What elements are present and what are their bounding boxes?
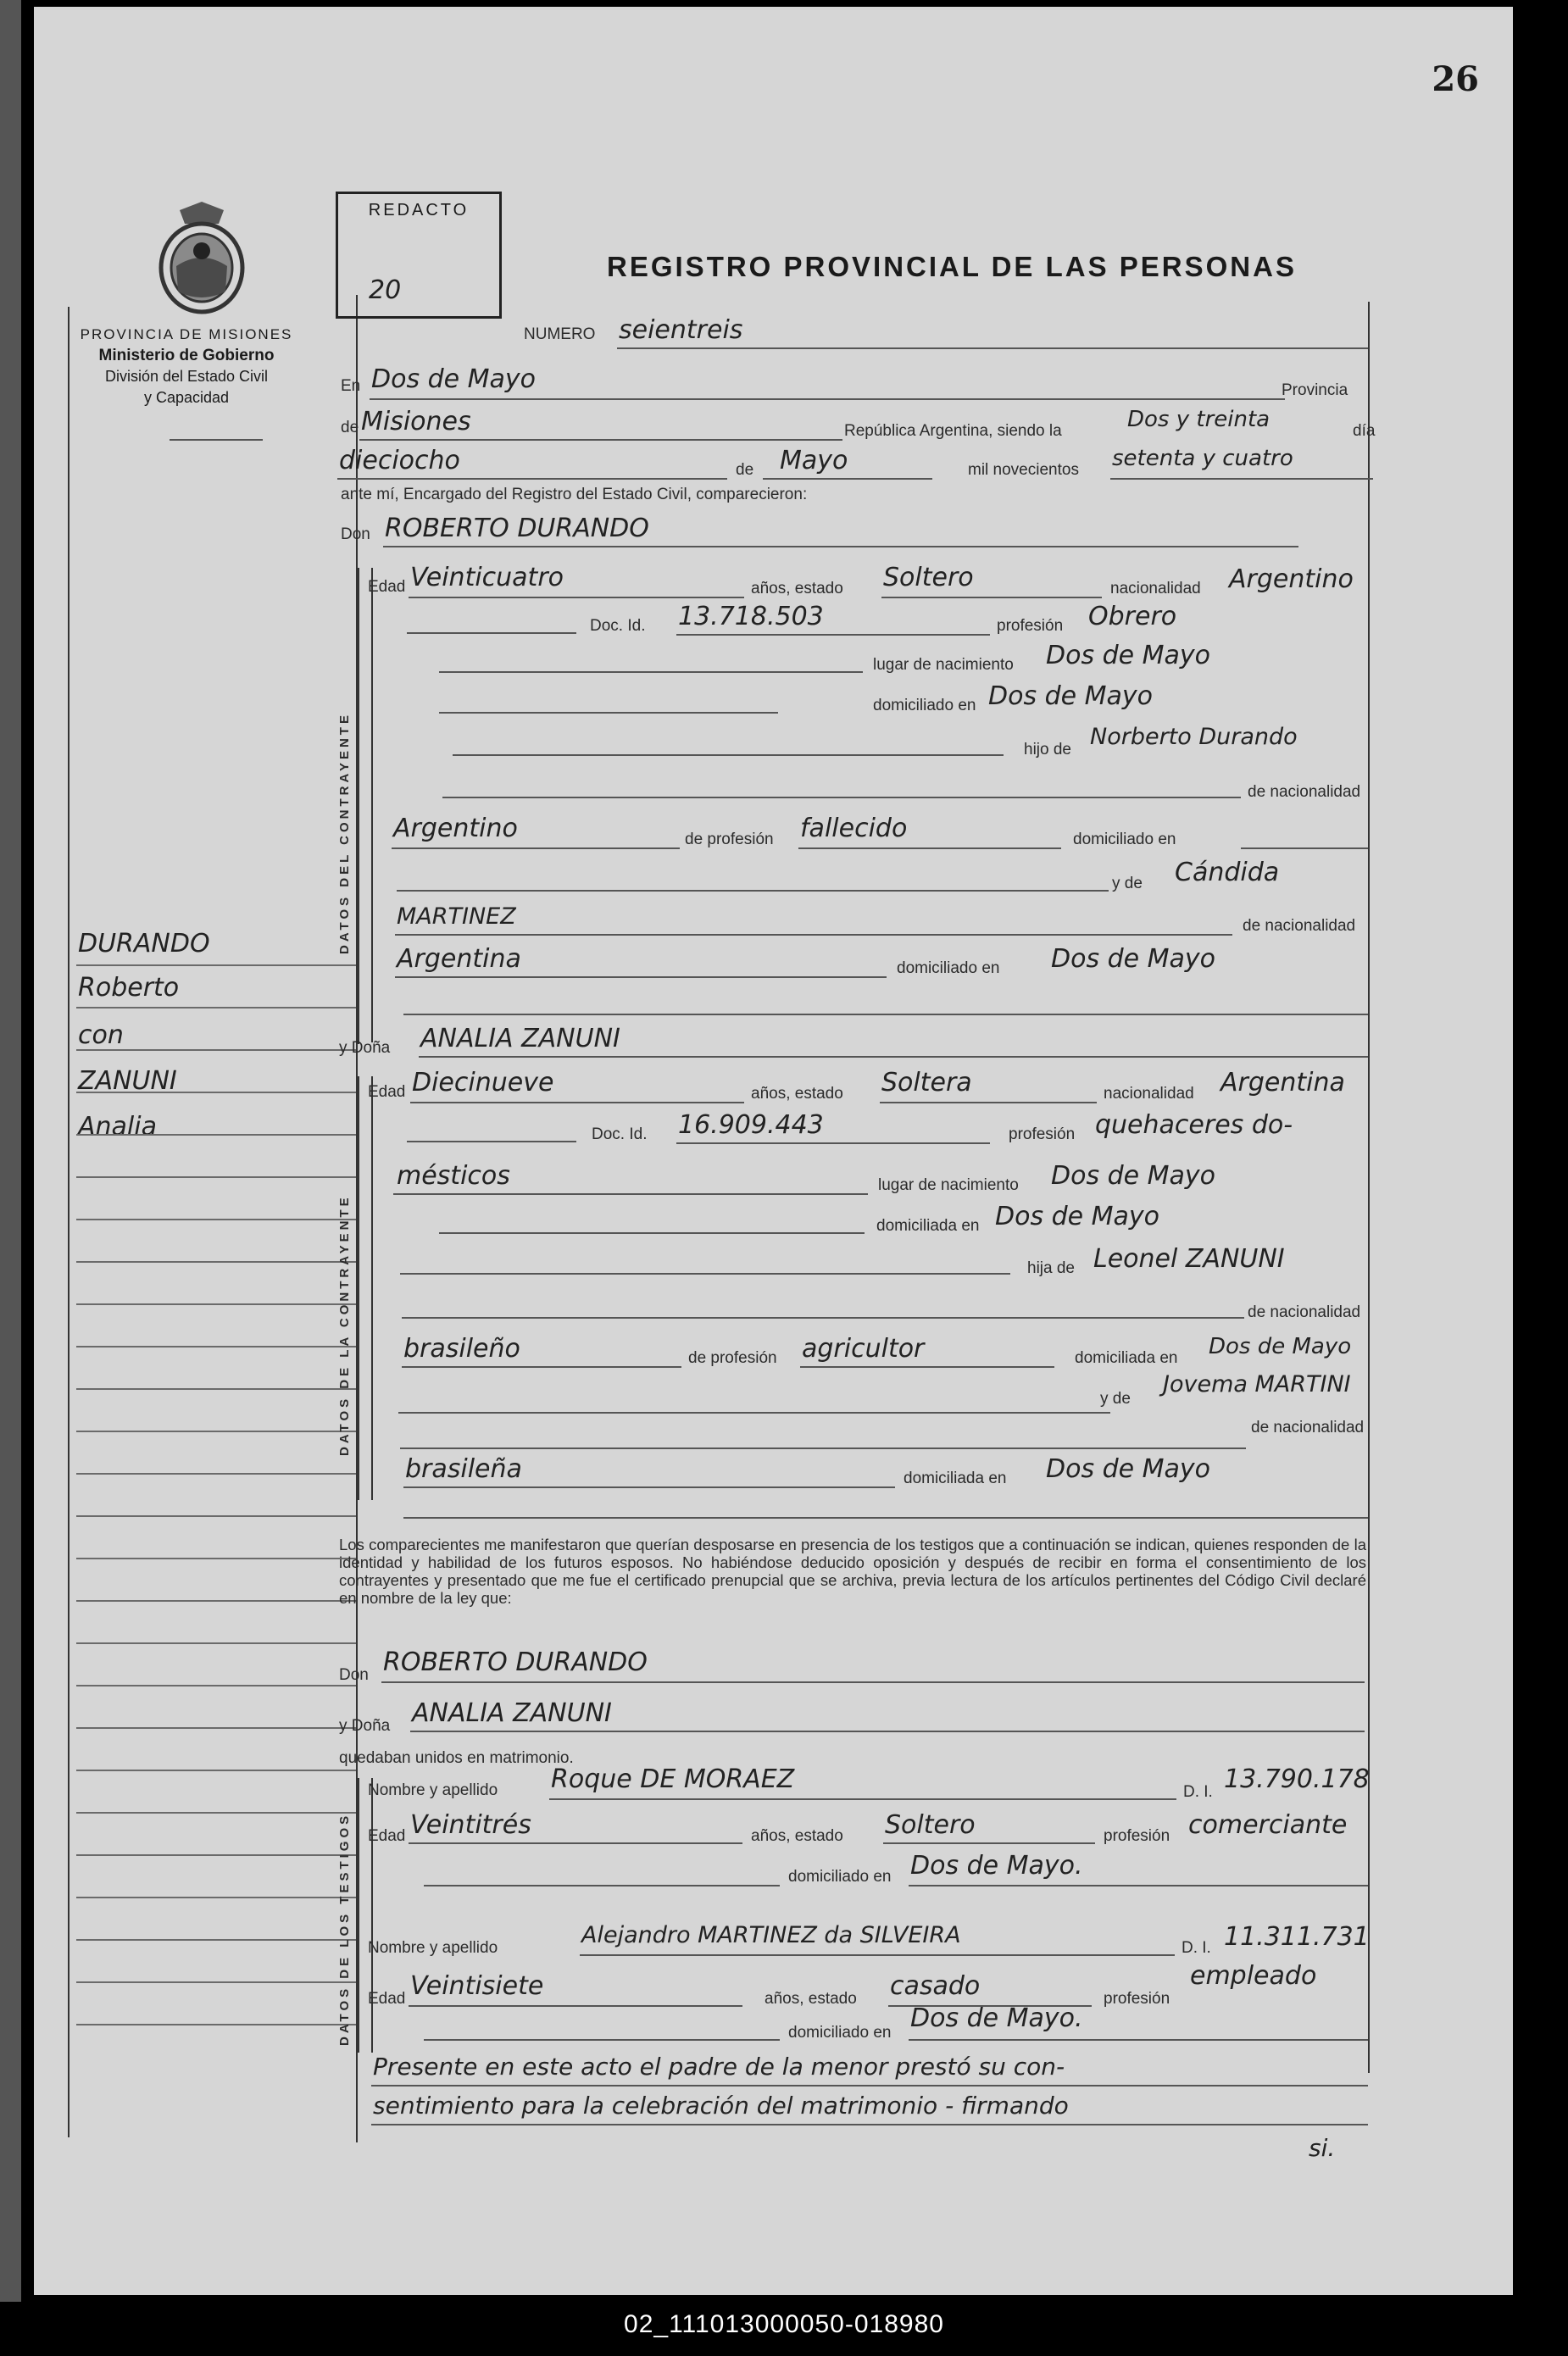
siendo-value: Dos y treinta [1127,407,1271,432]
t1-profesion-value: comerciante [1188,1810,1348,1840]
t1-di-value: 13.790.178 [1224,1764,1370,1794]
f-domiciliada-label: domiciliada en [876,1217,980,1235]
margin-ruled-line [76,1473,356,1475]
margin-name-3: con [78,1020,124,1050]
estado-value: Soltero [883,563,974,592]
mes-label: de [736,461,754,479]
page-number: 26 [1432,59,1479,99]
numero-value: seientreis [619,315,743,345]
t2-di-label: D. I. [1182,1939,1211,1957]
province-label: PROVINCIA DE MISIONES [80,326,293,342]
de-label: de [341,419,359,436]
note-line-1: Presente en este acto el padre de la menor prestó su con- [373,2053,1065,2081]
en-label: En [341,377,361,395]
margin-name-1: DURANDO [78,929,210,959]
mes-value: Mayo [780,446,848,475]
redacto-label: REDACTO [368,201,470,219]
t1-di-label: D. I. [1183,1783,1213,1801]
document-page [34,7,1513,2295]
union-don-label: Don [339,1666,369,1684]
f-domiciliada-value: Dos de Mayo [995,1202,1160,1231]
t1-estado-value: Soltero [885,1810,976,1840]
madre-value: Cándida [1175,858,1280,887]
note-line-3: si. [1309,2134,1336,2162]
margin-ruled-line [76,1261,356,1263]
f-madre-value: Jovema MARTINI [1163,1371,1351,1397]
nacionalidad-label: nacionalidad [1110,580,1201,597]
margin-ruled-line [76,1854,356,1856]
coat-of-arms-icon [151,198,253,321]
t1-anos-estado-label: años, estado [751,1827,843,1845]
f-y-de-label: y de [1100,1390,1131,1408]
f-profesion-label: profesión [1009,1125,1076,1143]
margin-ruled-line [76,2024,356,2025]
de-value: Misiones [361,407,471,436]
anos-estado-label: años, estado [751,580,843,597]
edad-value: Veinticuatro [410,563,564,592]
nacionalidad-value: Argentino [1229,564,1354,594]
t2-nombre-label: Nombre y apellido [368,1939,498,1957]
f-doc-label: Doc. Id. [592,1125,648,1143]
padre-domiciliado-label: domiciliado en [1073,831,1176,848]
domiciliado-value: Dos de Mayo [988,681,1154,711]
f-nacionalidad-label: nacionalidad [1104,1085,1194,1103]
margin-ruled-line [76,1219,356,1220]
union-dona-value: ANALIA ZANUNI [412,1698,612,1728]
lugar-label: lugar de nacimiento [873,656,1014,674]
t2-domiciliado-label: domiciliado en [788,2024,892,2042]
margin-ruled-line [76,1388,356,1390]
t2-nombre-value: Alejandro MARTINEZ da SILVEIRA [581,1922,961,1948]
margin-ruled-line [76,1600,356,1602]
don-label: Don [341,525,370,543]
numero-label: NUMERO [524,325,596,343]
t1-edad-label: Edad [368,1827,406,1845]
t1-edad-value: Veintitrés [410,1810,531,1840]
t2-di-value: 11.311.731 [1224,1922,1370,1952]
f-de-nacionalidad-label: de nacionalidad [1248,1303,1361,1321]
f-madre-domiciliada-label: domiciliada en [904,1470,1007,1487]
margin-ruled-line [76,1176,356,1178]
t1-domiciliado-value: Dos de Mayo. [910,1851,1083,1881]
contrayente-section-label: DATOS DEL CONTRAYENTE [337,712,352,954]
f-madre-domiciliada-value: Dos de Mayo [1046,1454,1211,1484]
f-hija-label: hija de [1027,1259,1075,1277]
document-title: REGISTRO PROVINCIAL DE LAS PERSONAS [607,251,1297,282]
republica-label: República Argentina, siendo la [844,422,1062,440]
margin-ruled-line [76,1092,356,1093]
f-estado-value: Soltera [881,1068,972,1097]
division-label-2: y Capacidad [143,389,230,406]
de-profesion-label: de profesión [685,831,774,848]
f-madre-nacionalidad-value: brasileña [405,1454,522,1484]
f-edad-value: Diecinueve [412,1068,554,1097]
declaracion-text: Los comparecientes me manifestaron que querían desposarse en presencia de los testigos que a continuación se indican, quienes responden de la identidad y habilidad de los futuros esposos. No habiéndose deducido oposición y después de recibir en forma el consentimiento de los contrayentes y presentado que me fue el certificado prenupcial que se archiva, previa lectura de los artículos pertinentes del Código Civil declaré en nombre de la ley que: [339,1536,1366,1607]
margin-ruled-line [76,1685,356,1686]
f-padre-profesion-value: agricultor [802,1334,925,1364]
ante-text: ante mí, Encargado del Registro del Estado Civil, comparecieron: [341,486,808,503]
hijo-label: hijo de [1024,741,1071,758]
f-lugar-value: Dos de Mayo [1051,1161,1216,1191]
y-de-label: y de [1112,875,1143,892]
f-edad-label: Edad [368,1083,406,1101]
profesion-value: Obrero [1088,602,1177,631]
margin-ruled-line [76,1727,356,1729]
union-don-value: ROBERTO DURANDO [383,1648,648,1677]
f-hija-value: Leonel ZANUNI [1093,1244,1285,1274]
profesion-label: profesión [997,617,1064,635]
testigos-section-label: DATOS DE LOS TESTIGOS [337,1812,352,2046]
f-nacionalidad-value: Argentina [1220,1068,1345,1097]
margin-ruled-line [76,1642,356,1644]
margin-ruled-line [76,1558,356,1559]
margin-ruled-line [76,1515,356,1517]
union-dona-label: y Doña [339,1717,391,1735]
f-padre-domiciliada-value: Dos de Mayo [1209,1334,1352,1359]
de-nacionalidad-label: de nacionalidad [1248,783,1361,801]
book-spine [0,0,21,2302]
don-value: ROBERTO DURANDO [385,514,649,543]
margin-ruled-line [76,1303,356,1305]
redacto-box [336,192,502,319]
edad-label: Edad [368,578,406,596]
t2-domiciliado-value: Dos de Mayo. [910,2003,1083,2033]
t1-nombre-label: Nombre y apellido [368,1781,498,1799]
dona-value: ANALIA ZANUNI [420,1024,620,1053]
dia-value: dieciocho [339,446,460,475]
ministry-label: Ministerio de Gobierno [98,347,275,364]
madre-nacionalidad-value: Argentina [397,944,521,974]
f-padre-domiciliada-label: domiciliada en [1075,1349,1178,1367]
f-profesion-value: quehaceres do- [1095,1110,1293,1140]
padre-nacionalidad-value: Argentino [393,814,518,843]
margin-ruled-line [76,1939,356,1941]
t2-estado-value: casado [890,1971,981,2001]
madre-de-nacionalidad-label: de nacionalidad [1243,917,1356,935]
t1-domiciliado-label: domiciliado en [788,1868,892,1886]
t1-nombre-value: Roque DE MORAEZ [551,1764,795,1794]
f-doc-value: 16.909.443 [678,1110,824,1140]
doc-label: Doc. Id. [590,617,646,635]
margin-ruled-line [76,1346,356,1347]
t1-profesion-label: profesión [1104,1827,1170,1845]
t2-profesion-label: profesión [1104,1990,1170,2008]
y-dona-label: y Doña [339,1039,391,1057]
mil-label: mil novecientos [968,461,1079,479]
margin-ruled-line [76,1134,356,1136]
image-id-label: 02_111013000050-018980 [624,2310,944,2338]
note-line-2: sentimiento para la celebración del matrimonio - firmando [373,2092,1069,2120]
margin-ruled-line [76,1897,356,1898]
redacto-value: 20 [369,275,402,305]
madre-apellido-value: MARTINEZ [397,903,516,930]
f-profesion-value-2: mésticos [397,1161,510,1191]
dia-label: día [1353,422,1376,440]
f-madre-de-nacionalidad-label: de nacionalidad [1251,1419,1365,1436]
t2-edad-label: Edad [368,1990,406,2008]
margin-ruled-line [76,1812,356,1814]
quedaban-text: quedaban unidos en matrimonio. [339,1749,574,1767]
contrayente-f-section-label: DATOS DE LA CONTRAYENTE [337,1194,352,1456]
t2-profesion-value: empleado [1190,1961,1317,1991]
t2-anos-estado-label: años, estado [765,1990,857,2008]
lugar-value: Dos de Mayo [1046,641,1211,670]
margin-ruled-line [76,1007,356,1009]
margin-name-2: Roberto [78,973,180,1003]
scan-footer [0,2302,1568,2356]
margin-name-4: ZANUNI [78,1066,177,1096]
en-value: Dos de Mayo [371,364,537,394]
madre-domiciliado-value: Dos de Mayo [1051,944,1216,974]
hijo-value: Norberto Durando [1090,724,1298,750]
t2-edad-value: Veintisiete [410,1971,544,2001]
division-label: División del Estado Civil [104,368,269,385]
margin-name-5: Analia [78,1112,157,1142]
provincia-label: Provincia [1282,381,1348,399]
margin-ruled-line [76,1981,356,1983]
f-padre-nacionalidad-value: brasileño [403,1334,520,1364]
margin-ruled-line [76,1431,356,1432]
year-value: setenta y cuatro [1112,446,1293,471]
margin-ruled-line [76,1049,356,1051]
margin-ruled-line [76,964,356,966]
madre-domiciliado-label: domiciliado en [897,959,1000,977]
domiciliado-label: domiciliado en [873,697,976,714]
f-lugar-label: lugar de nacimiento [878,1176,1019,1194]
f-de-profesion-label: de profesión [688,1349,777,1367]
doc-value: 13.718.503 [678,602,824,631]
margin-ruled-line [76,1770,356,1771]
f-anos-estado-label: años, estado [751,1085,843,1103]
padre-profesion-value: fallecido [800,814,908,843]
